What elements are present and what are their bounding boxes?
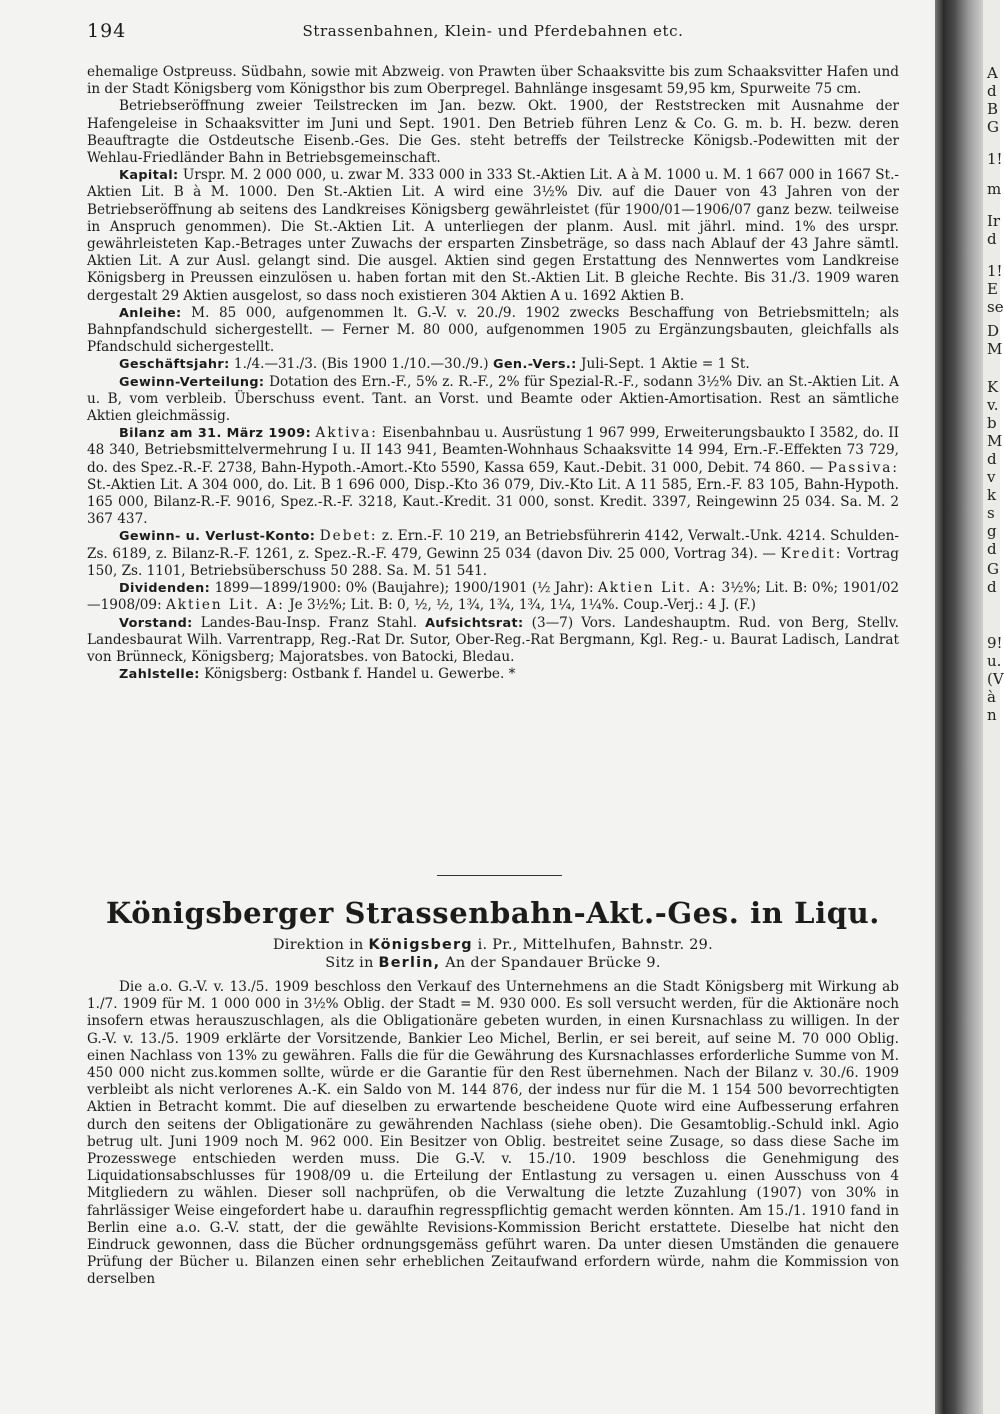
seat-address xyxy=(87,955,899,973)
running-title: Strassenbahnen, Klein- und Pferdebahnen etc. xyxy=(302,22,684,40)
capital-paragraph xyxy=(87,167,899,305)
adjacent-page-fragment: d xyxy=(987,450,997,468)
adjacent-page-fragment: v xyxy=(987,468,996,486)
general-meeting-label: Gen.-Vers.: xyxy=(492,357,577,373)
adjacent-page-fragment: G xyxy=(987,560,999,578)
adjacent-page-fragment: E xyxy=(987,280,998,298)
liabilities-text: St.-Aktien Lit. A 304 000, do. Lit. B 1 696 000, Disp.-Kto 36 079, Div.-Kto Lit. A 11 585, Ern.-F. 83 105, Bahn-Hypoth. 165 000, Bilanz-R.-F. 9016, Spez.-R.-F. 3218, Kaut.-Kredit. 31 000, sonst. Kredit. 3397, Reingewinn 25 034. Sa. M. 2 367 437. xyxy=(87,476,899,528)
supervisory-board-text: (3—7) Vors. Landeshauptm. Rud. von Berg, Stellv. Landesbaurat Wilh. Varrentrapp, Reg.-Rat Dr. Sutor, Ober-Reg.-Rat Bergmann, Kgl. Reg.- u. Baurat Ladisch, Landrat von Brünneck, Königsberg; Majoratsbes. von Batocki, Bledau. xyxy=(87,614,899,665)
management-address-text: i. Pr., Mittelhufen, Bahnstr. 29. xyxy=(477,937,714,953)
opening-paragraph: Betriebseröffnung zweier Teilstrecken im Jan. bezw. Okt. 1900, der Reststrecken mit Ausnahme der Hafengeleise in Schaaksvitter im Juni und Sept. 1901. Den Betrieb führen Lenz & Co. G. m. b. H. bezw. deren Beauftragte die Ostdeutsche Eisenb.-Ges. Die Ges. steht betreffs der Teilstrecke Königsb.-Podewitten mit der Wehlau-Friedländer Bahn in Betriebsgemeinschaft. xyxy=(87,98,899,167)
loan-label: Anleihe: xyxy=(119,305,182,321)
entry-koenigsberger-strassenbahn xyxy=(87,895,899,1289)
adjacent-page-fragment: M xyxy=(987,340,1003,358)
page-number: 194 xyxy=(87,20,127,42)
page-header xyxy=(87,20,899,42)
adjacent-page-fragment: v. xyxy=(987,396,999,414)
adjacent-page-fragment: d xyxy=(987,82,997,100)
balance-sheet-label: Bilanz am 31. März 1909: xyxy=(119,426,312,442)
book-gutter-shadow xyxy=(935,0,983,1414)
supervisory-board-label: Aufsichtsrat: xyxy=(425,615,524,631)
dividends-text-a: 1899—1899/1900: 0% (Baujahre); 1900/1901 (½ Jahr): xyxy=(214,580,594,597)
capital-text: Urspr. M. 2 000 000, u. zwar M. 333 000 in 333 St.-Aktien Lit. A à M. 1000 u. M. 1 667 000 in 1667 St.-Aktien Lit. B à M. 1000. Den St.-Aktien Lit. A wird eine 3½% Div. auf die Dauer von 43 Jahren von der Betriebseröffnung ab seitens des Landkreises Königsberg gewährleistet (für 1900/01—1906/07 ganz bezw. teilweise in Anspruch genommen). Die St.-Aktien Lit. A unterliegen der planm. Ausl. mit jährl. mind. 1% des urspr. gewährleisteten Kap.-Betrages unter Zuwachs der ersparten Zinsbeträge, so dass nach Ablauf der 43 Jahre sämtl. Aktien Lit. A zur Ausl. gelangt sind. Die ausgel. Aktien sind gegen Erstattung des Nennwertes vom Landkreise Königsberg in Preussen einzulösen u. haben fortan mit den St.-Aktien Lit. B gleiche Rechte. Bis 31./3. 1909 waren dergestalt 29 Aktien ausgelost, so dass noch existieren 304 Aktien A u. 1692 Aktien B. xyxy=(87,167,899,304)
capital-label: Kapital: xyxy=(119,168,179,184)
credit-label: Kredit: xyxy=(780,545,843,562)
adjacent-page-fragment: D xyxy=(987,322,1000,340)
assets-label: Aktiva: xyxy=(315,425,378,442)
adjacent-page-fragment: d xyxy=(987,540,997,558)
seat-address-text: An der Spandauer Brücke 9. xyxy=(445,954,661,971)
adjacent-page-fragment: u. xyxy=(987,652,1002,670)
dividends-text-c: Je 3½%; Lit. B: 0, ½, ½, 1¾, 1¾, 1¾, 1¼, 1¼%. Coup.-Verj.: 4 J. (F.) xyxy=(289,597,756,614)
adjacent-page-fragment: 1! xyxy=(987,262,1003,280)
adjacent-page-fragment: A xyxy=(987,64,998,82)
paying-agent-paragraph xyxy=(87,666,899,683)
assets-text: Eisenbahnbau u. Ausrüstung 1 967 999, Erweiterungsbaukto I 3582, do. II 48 340, Betriebsmittelvermehrung I u. II 143 941, Beamten-Wohnhaus Schaaksvitte 14 994, Ern.-F.-Effekten 73 729, do. des Spez.-R.-F. 2738, Bahn-Hypoth.-Amort.-Kto 5590, Kassa 659, Kaut.-Debit. 31 000, Debit. 74 860. — xyxy=(87,425,899,476)
adjacent-page-fragment: s xyxy=(987,504,995,522)
fiscal-year-label: Geschäftsjahr: xyxy=(119,357,230,373)
seat-city: Berlin, xyxy=(378,954,441,971)
management-prefix: Direktion in xyxy=(272,937,364,953)
adjacent-page-fragment: 9! xyxy=(987,634,1003,652)
adjacent-page-fragment: g xyxy=(987,522,997,540)
seat-prefix: Sitz in xyxy=(325,954,374,971)
adjacent-page-fragment: Ir xyxy=(987,212,1001,230)
dividends-shares-a: Aktien Lit. A: xyxy=(597,580,718,597)
adjacent-page-fragment: n xyxy=(987,706,997,724)
entry-previous-company xyxy=(87,64,899,683)
debit-text: z. Ern.-F. 10 219, an Betriebsführerin 4142, Verwalt.-Unk. 4214. Schulden-Zs. 6189, z. Bilanz-R.-F. 1261, z. Spez.-R.-F. 479, Gewinn 25 034 (davon Div. 25 000, Vortrag 34). — xyxy=(87,528,899,562)
profit-distribution-paragraph xyxy=(87,374,899,426)
fiscal-year-text: 1./4.—31./3. (Bis 1900 1./10.—30./9.) xyxy=(233,356,489,373)
adjacent-page-fragment: (V xyxy=(987,670,1004,688)
adjacent-page-fragment: b xyxy=(987,414,997,432)
adjacent-page-fragment: K xyxy=(987,378,999,396)
profit-loss-paragraph xyxy=(87,528,899,580)
adjacent-page-fragment: à xyxy=(987,688,996,706)
general-meeting-text: Juli-Sept. 1 Aktie = 1 St. xyxy=(581,356,750,373)
loan-text: M. 85 000, aufgenommen lt. G.-V. v. 20./9. 1902 zwecks Beschaffung von Betriebsmitteln; als Bahnpfandschuld sichergestellt. — Ferner M. 80 000, aufgenommen 1905 zu Ergänzungsbauten, gleichfalls als Pfandschuld sichergestellt. xyxy=(87,304,899,356)
paying-agent-label: Zahlstelle: xyxy=(119,667,200,683)
loan-paragraph xyxy=(87,305,899,357)
adjacent-page-fragment: k xyxy=(987,486,997,504)
board-paragraph xyxy=(87,615,899,667)
board-text: Landes-Bau-Insp. Franz Stahl. xyxy=(200,614,418,631)
profit-loss-label: Gewinn- u. Verlust-Konto: xyxy=(119,529,316,545)
liabilities-label: Passiva: xyxy=(827,459,899,476)
adjacent-page-fragment: d xyxy=(987,578,997,596)
company-title: Königsberger Strassenbahn-Akt.-Ges. in Liqu. xyxy=(106,896,880,930)
liquidation-paragraph: Die a.o. G.-V. v. 13./5. 1909 beschloss den Verkauf des Unternehmens an die Stadt Königsberg mit Wirkung ab 1./7. 1909 für M. 1 000 000 in 3½% Oblig. der Stadt = M. 930 000. Es soll versucht werden, für die Aktionäre noch insofern etwas herauszuschlagen, als die Obligationäre gebeten wurden, in einen Kursnachlass zu willigen. In der G.-V. v. 13./5. 1909 erklärte der Vorsitzende, Bankier Leo Michel, Berlin, er sei bereit, auf seine M. 70 000 Oblig. einen Nachlass von 13% zu gewähren. Falls die für die Gewährung des Kursnachlasses erforderliche Summe von M. 450 000 nicht zus.kommen sollte, würde er die Garantie für den Rest übernehmen. Nach der Bilanz v. 30./6. 1909 verbleibt als nicht verlorenes A.-K. ein Saldo von M. 144 876, der indess nur für die M. 1 154 500 bevorrechtigten Aktien in Betracht kommt. Die auf dieselben zu erwartende bescheidene Quote wird eine Aufbesserung erfahren durch den seitens der Obligationäre zu gewährenden Nachlass (siehe oben). Die Gesamtoblig.-Schuld inkl. Agio betrug ult. Juni 1909 noch M. 962 000. Ein Besitzer von Oblig. bestreitet seine Zusage, so dass diese Sache im Prozesswege entschieden werden muss. Die G.-V. v. 15./10. 1909 beschloss die Genehmigung des Liquidationsabschlusses für 1908/09 u. die Erteilung der Entlastung zu versagen u. einen Ausschuss von 4 Mitgliedern zu wählen. Dieser soll nachprüfen, ob die Verwaltung die letzte Zuzahlung (1907) von 30% in fahrlässiger Weise eingefordert habe u. daraufhin regresspflichtig gemacht werden könnten. Am 15./1. 1910 fand in Berlin eine a.o. G.-V. statt, der die gewählte Revisions-Kommission Bericht erstattete. Dieselbe hat nicht den Eindruck gewonnen, dass die Bücher ordnungsgemäss geführt waren. Da unter diesen Umständen die genauere Prüfung der Bücher u. Bilanzen einen sehr erheblichen Zeitaufwand erfordern würde, nahm die Kommission von derselben xyxy=(87,979,899,1288)
dividends-shares-b: Aktien Lit. A: xyxy=(165,597,285,614)
adjacent-page-fragment: G xyxy=(987,118,999,136)
profit-distribution-label: Gewinn-Verteilung: xyxy=(119,374,265,390)
profit-distribution-text: Dotation des Ern.-F., 5% z. R.-F., 2% für Spezial-R.-F., sodann 3½% Div. an St.-Aktien Lit. A u. B, vom verbleib. Überschuss event. Tant. an Vorst. und Beamte oder Aktien-Amortisation. Rest an sämtliche Aktien gleichmässig. xyxy=(87,373,899,425)
management-city: Königsberg xyxy=(368,937,473,953)
dividends-text-b: 3½%; Lit. B: 0%; 1901/02—1908/09: xyxy=(87,580,899,614)
balance-sheet-paragraph xyxy=(87,425,899,528)
paying-agent-text: Königsberg: Ostbank f. Handel u. Gewerbe. * xyxy=(204,666,516,683)
fiscal-year-paragraph xyxy=(87,356,899,373)
credit-text: Vortrag 150, Zs. 1101, Betriebsüberschuss 50 288. Sa. M. 51 541. xyxy=(87,545,899,579)
adjacent-page-fragment: B xyxy=(987,100,999,118)
adjacent-page-fragment: m xyxy=(987,180,1002,198)
section-divider xyxy=(437,875,562,876)
adjacent-page-fragment: se xyxy=(987,298,1004,316)
liquidation-body xyxy=(87,979,899,1289)
board-label: Vorstand: xyxy=(119,615,193,631)
adjacent-page-fragment: M xyxy=(987,432,1003,450)
dividends-label: Dividenden: xyxy=(119,581,211,597)
dividends-paragraph xyxy=(87,580,899,614)
management-address xyxy=(87,937,899,955)
adjacent-page-fragment: d xyxy=(987,230,997,248)
route-description: ehemalige Ostpreuss. Südbahn, sowie mit Abzweig. von Prawten über Schaaksvitte bis zum Schaaksvitter Hafen und in der Stadt Königsberg vom Königsthor bis zum Oberpregel. Bahnlänge insgesamt 59,95 km, Spurweite 75 cm. xyxy=(87,64,899,98)
adjacent-page-edge xyxy=(983,0,1004,1414)
adjacent-page-fragment: 1! xyxy=(987,150,1003,168)
debit-label: Debet: xyxy=(319,528,378,545)
